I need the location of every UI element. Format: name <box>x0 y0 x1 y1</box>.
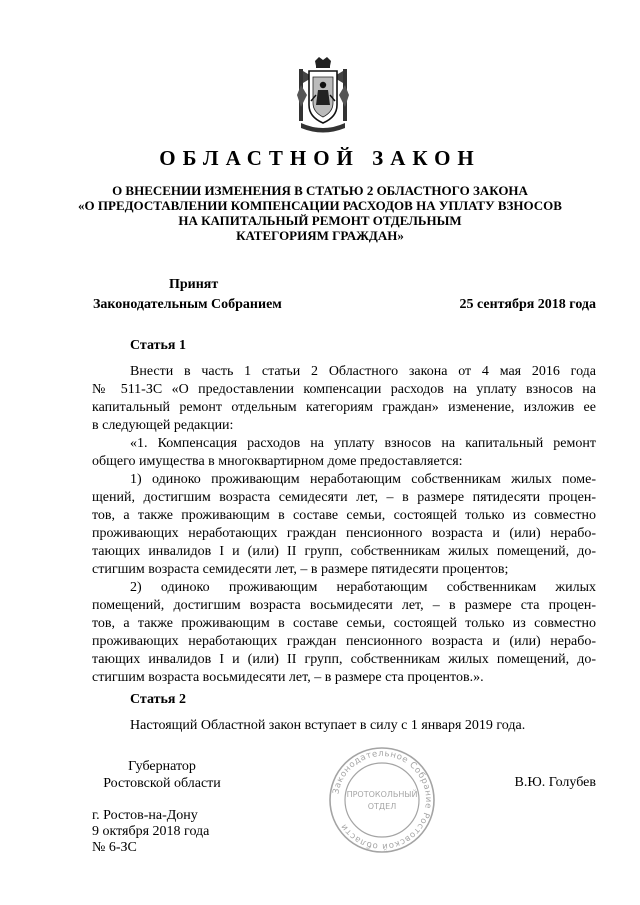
body-line: помещений, достигшим возраста восьмидесяти лет, – в размере ста процен- <box>92 598 596 613</box>
law-heading-line: О ВНЕСЕНИИ ИЗМЕНЕНИЯ В СТАТЬЮ 2 ОБЛАСТНОГО ЗАКОНА <box>112 183 528 198</box>
adopted-by: Законодательным Собранием <box>93 297 282 312</box>
article-2-heading: Статья 2 <box>130 692 186 707</box>
body-line: «1. Компенсация расходов на уплату взносов на капитальный ремонт <box>130 436 596 451</box>
official-stamp-icon <box>320 745 444 855</box>
law-heading-line: КАТЕГОРИЯМ ГРАЖДАН» <box>236 228 404 243</box>
adoption-block <box>93 275 282 315</box>
article-1-heading: Статья 1 <box>130 338 186 353</box>
law-number: № 6-ЗС <box>92 840 137 855</box>
signatory-name: В.Ю. Голубев <box>514 775 596 790</box>
stamp-inner-line: ОТДЕЛ <box>367 802 397 811</box>
body-line: проживающих неработающих граждан пенсионного возраста и (или) нерабо- <box>92 526 596 541</box>
body-line: тающих инвалидов I и (или) II групп, собственникам жилых помещений, до- <box>92 652 596 667</box>
body-line: щений, достигшим возраста семидесяти лет, – в размере пятидесяти процен- <box>92 490 596 505</box>
law-heading <box>70 183 570 243</box>
document-title: ОБЛАСТНОЙ ЗАКОН <box>159 146 481 170</box>
body-line: в следующей редакции: <box>92 418 234 433</box>
signing-date: 9 октября 2018 года <box>92 824 210 839</box>
stamp-inner-line: ПРОТОКОЛЬНЫЙ <box>346 790 418 799</box>
signing-city: г. Ростов-на-Дону <box>92 808 198 823</box>
role-line: Губернатор <box>128 759 196 774</box>
adoption-date: 25 сентября 2018 года <box>459 297 596 312</box>
adopted-label: Принят <box>169 277 219 292</box>
place-date-number <box>92 808 209 856</box>
signatory-role <box>92 758 232 792</box>
body-line: № 511-ЗС «О предоставлении компенсации расходов на уплату взносов на <box>92 382 596 397</box>
body-line: тов, а также проживающим в составе семьи, состоящей только из совместно <box>92 508 596 523</box>
body-line: общего имущества в многоквартирном доме предоставляется: <box>92 454 463 469</box>
body-line: тов, а также проживающим в составе семьи, состоящей только из совместно <box>92 616 596 631</box>
article-2-body: Настоящий Областной закон вступает в силу с 1 января 2019 года. <box>130 718 526 733</box>
law-heading-line: НА КАПИТАЛЬНЫЙ РЕМОНТ ОТДЕЛЬНЫМ <box>178 213 462 228</box>
body-line: капитальный ремонт отдельным категориям граждан» изменение, изложив ее <box>92 400 596 415</box>
body-line: 2) одиноко проживающим неработающим собственникам жилых <box>130 580 596 595</box>
role-line: Ростовской области <box>103 776 221 791</box>
body-line: Внести в часть 1 статьи 2 Областного закона от 4 мая 2016 года <box>130 364 596 379</box>
svg-text:Законодательное Собрание Росто <box>331 749 433 851</box>
coat-of-arms-icon <box>293 55 353 137</box>
law-heading-line: «О ПРЕДОСТАВЛЕНИИ КОМПЕНСАЦИИ РАСХОДОВ НА УПЛАТУ ВЗНОСОВ <box>78 198 562 213</box>
body-line: 1) одиноко проживающим неработающим собственникам жилых поме- <box>130 472 596 487</box>
body-line: стигшим возраста восьмидесяти лет, – в размере ста процентов.». <box>92 670 484 685</box>
body-line: тающих инвалидов I и (или) II групп, собственникам жилых помещений, до- <box>92 544 596 559</box>
body-line: стигшим возраста семидесяти лет, – в размере пятидесяти процентов; <box>92 562 509 577</box>
stamp-ring-text: Законодательное Собрание Ростовской области <box>331 748 434 852</box>
body-line: проживающих неработающих граждан пенсионного возраста и (или) нерабо- <box>92 634 596 649</box>
